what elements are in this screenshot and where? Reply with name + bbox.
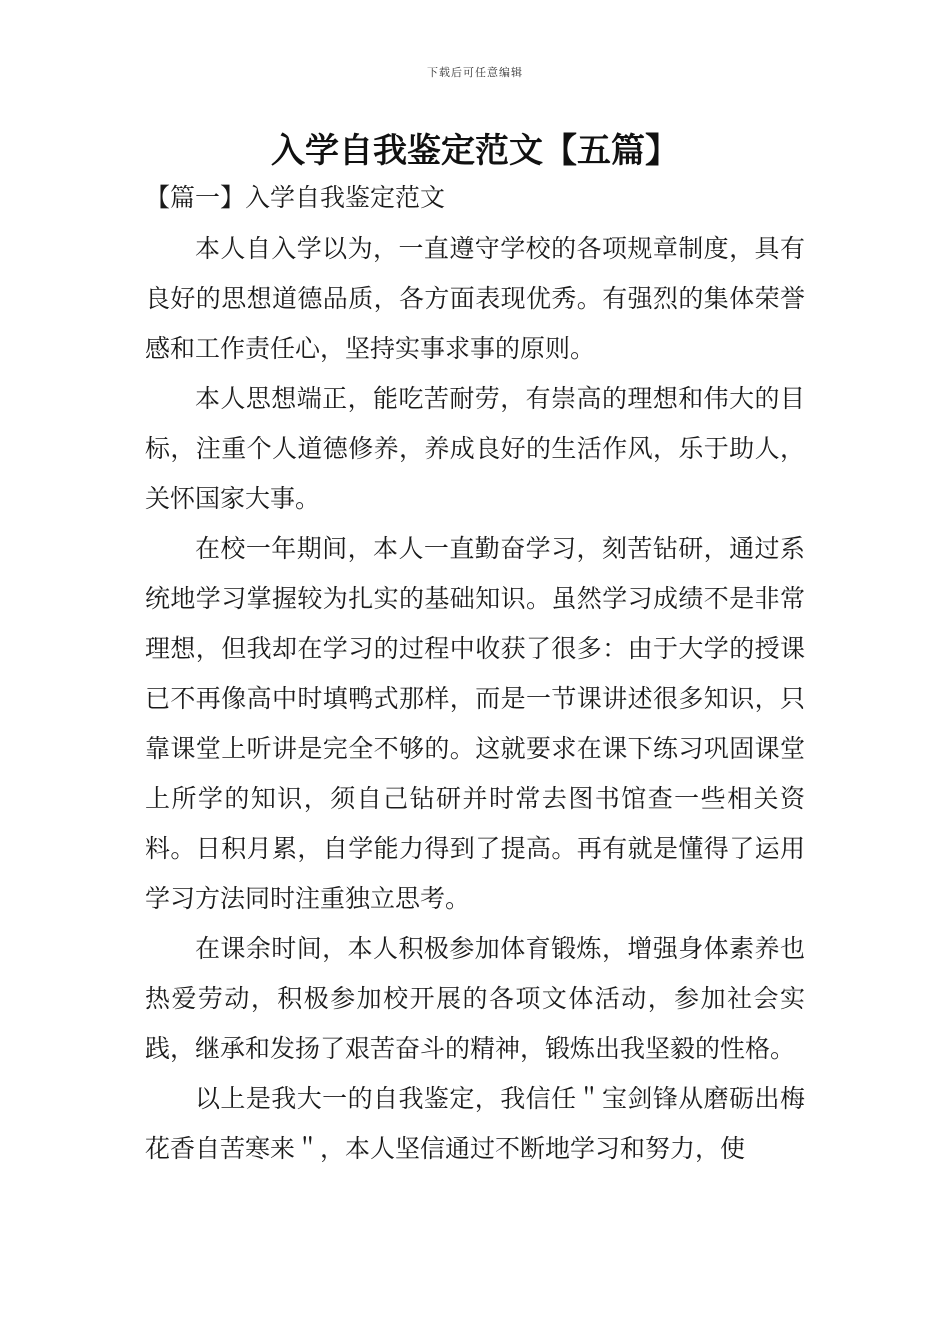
section-heading: 【篇一】入学自我鉴定范文 (145, 183, 446, 212)
header-note: 下载后可任意编辑 (427, 66, 523, 79)
paragraph-3: 在校一年期间，本人一直勤奋学习，刻苦钻研，通过系统地学习掌握较为扎实的基础知识。虽然学习成绩不是非常理想，但我却在学习的过程中收获了很多：由于大学的授课已不再像高中时填鸭式那样，而是一节课讲述很多知识，只靠课堂上听讲是完全不够的。这就要求在课下练习巩固课堂上所学的知识，须自己钻研并时常去图书馆查一些相关资料。日积月累，自学能力得到了提高。再有就是懂得了运用学习方法同时注重独立思考。 (145, 534, 805, 913)
body-text (145, 224, 805, 1174)
paragraph-4: 在课余时间，本人积极参加体育锻炼，增强身体素养也热爱劳动，积极参加校开展的各项文体活动，参加社会实践，继承和发扬了艰苦奋斗的精神，锻炼出我坚毅的性格。 (145, 934, 805, 1063)
paragraph-2: 本人思想端正，能吃苦耐劳，有崇高的理想和伟大的目标，注重个人道德修养，养成良好的生活作风，乐于助人，关怀国家大事。 (145, 384, 805, 513)
paragraph-5: 以上是我大一的自我鉴定，我信任＂宝剑锋从磨砺出梅花香自苦寒来＂，本人坚信通过不断地学习和努力，使 (145, 1084, 805, 1163)
document-title: 入学自我鉴定范文【五篇】 (271, 131, 679, 171)
paragraph-1: 本人自入学以为，一直遵守学校的各项规章制度，具有良好的思想道德品质，各方面表现优秀。有强烈的集体荣誉感和工作责任心，坚持实事求事的原则。 (145, 234, 805, 363)
